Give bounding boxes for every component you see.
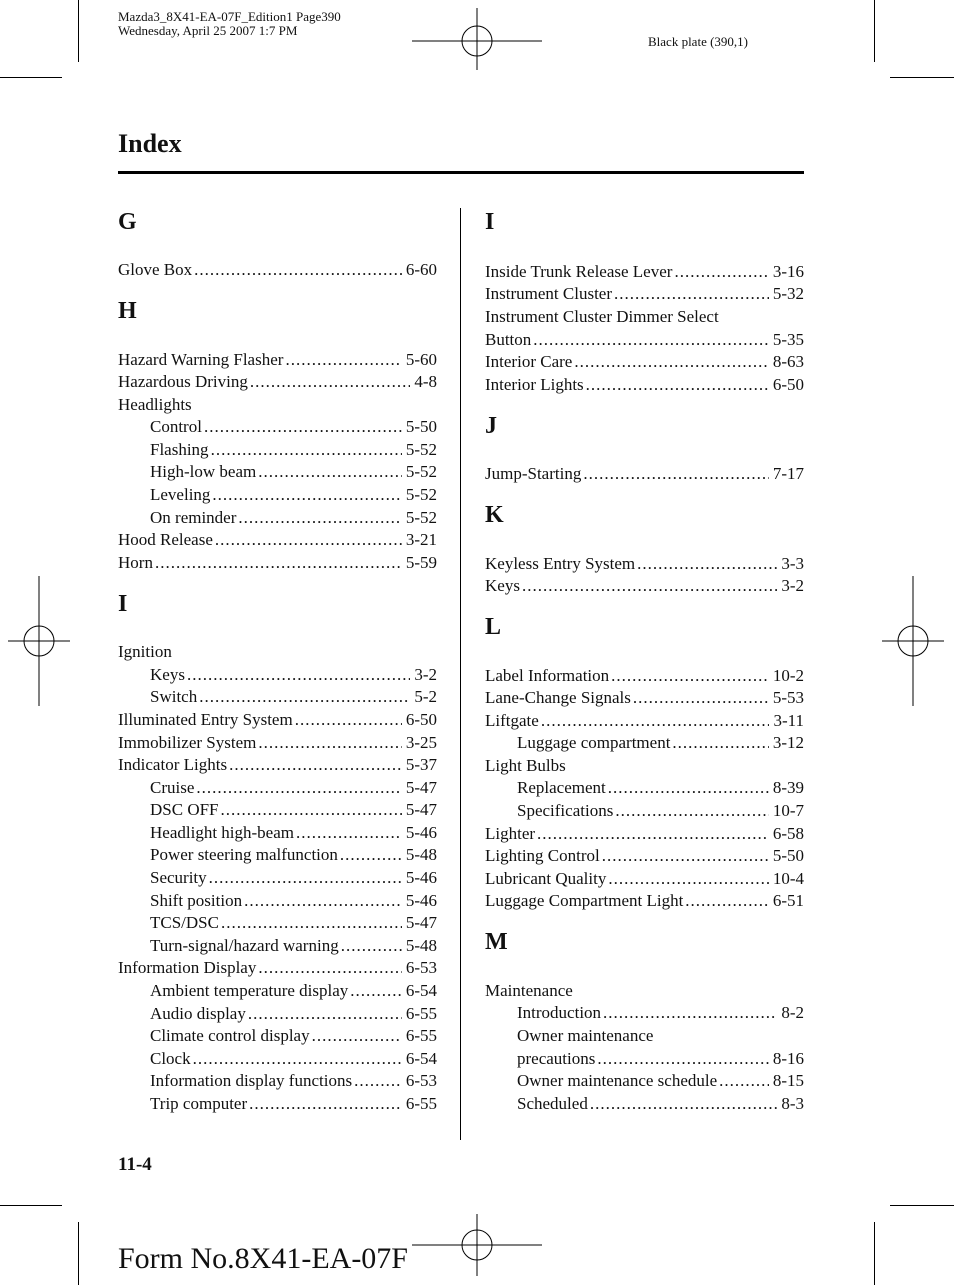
crop-mark xyxy=(874,1222,875,1285)
section-letter: J xyxy=(485,413,497,439)
entry-term: Horn xyxy=(118,553,153,572)
dot-leader xyxy=(249,1093,402,1115)
index-entry xyxy=(150,867,437,889)
index-entry xyxy=(150,507,437,529)
entry-term: Switch xyxy=(150,687,198,706)
dot-leader xyxy=(215,529,402,551)
entry-page-ref: 6-51 xyxy=(772,891,804,910)
dot-leader xyxy=(221,799,402,821)
index-entry xyxy=(517,777,804,799)
dot-leader xyxy=(341,935,402,957)
dot-leader xyxy=(608,868,769,890)
entry-term: Hood Release xyxy=(118,530,213,549)
crop-mark xyxy=(890,1205,954,1206)
entry-page-ref: 5-48 xyxy=(405,936,437,955)
index-entry xyxy=(150,664,437,686)
entry-term: Jump-Starting xyxy=(485,464,582,483)
entry-term: Hazard Warning Flasher xyxy=(118,350,284,369)
entry-page-ref: 8-15 xyxy=(772,1071,804,1090)
entry-term: Lubricant Quality xyxy=(485,869,607,888)
entry-page-ref: 8-63 xyxy=(772,352,804,371)
crop-mark xyxy=(0,77,62,78)
dot-leader xyxy=(196,777,401,799)
crop-mark xyxy=(0,1205,62,1206)
index-entry xyxy=(150,1048,437,1070)
index-entry xyxy=(517,1048,804,1070)
dot-leader xyxy=(637,553,777,575)
entry-term: Introduction xyxy=(517,1003,602,1022)
entry-page-ref: 5-60 xyxy=(405,350,437,369)
entry-page-ref: 8-39 xyxy=(772,778,804,797)
index-entry xyxy=(118,552,437,574)
entry-term: Audio display xyxy=(150,1004,246,1023)
entry-page-ref: 3-2 xyxy=(781,576,804,595)
entry-term: Flashing xyxy=(150,440,209,459)
entry-page-ref: 10-2 xyxy=(772,666,804,685)
date-info-line: Wednesday, April 25 2007 1:7 PM xyxy=(118,23,298,38)
index-entry xyxy=(150,484,437,506)
entry-page-ref: 6-60 xyxy=(405,260,437,279)
dot-leader xyxy=(597,1048,768,1070)
entry-term: Leveling xyxy=(150,485,211,504)
entry-term: Clock xyxy=(150,1049,191,1068)
dot-leader xyxy=(250,371,411,393)
entry-term: Owner maintenance xyxy=(517,1026,654,1045)
entry-page-ref: 5-52 xyxy=(405,508,437,527)
dot-leader xyxy=(193,1048,402,1070)
entry-page-ref: 10-7 xyxy=(772,801,804,820)
entry-page-ref: 6-58 xyxy=(772,824,804,843)
entry-page-ref: 5-47 xyxy=(405,778,437,797)
file-info-line: Mazda3_8X41-EA-07F_Edition1 Page390 xyxy=(118,9,341,24)
dot-leader xyxy=(285,349,401,371)
entry-page-ref: 6-53 xyxy=(405,1071,437,1090)
section-letter: I xyxy=(118,591,128,617)
entry-page-ref: 5-32 xyxy=(772,284,804,303)
index-entry xyxy=(485,845,804,867)
index-heading xyxy=(485,980,804,1002)
dot-leader xyxy=(611,665,769,687)
entry-term: Information display functions xyxy=(150,1071,353,1090)
entry-term: Control xyxy=(150,417,202,436)
dot-leader xyxy=(204,416,402,438)
dot-leader xyxy=(296,822,402,844)
entry-term: Luggage compartment xyxy=(517,733,671,752)
entry-term: Power steering malfunction xyxy=(150,845,338,864)
entry-page-ref: 5-46 xyxy=(405,823,437,842)
dot-leader xyxy=(244,890,402,912)
dot-leader xyxy=(574,351,769,373)
dot-leader xyxy=(608,777,769,799)
page-title: Index xyxy=(118,129,182,158)
entry-page-ref: 5-52 xyxy=(405,462,437,481)
index-entry xyxy=(150,1093,437,1115)
index-entry xyxy=(485,351,804,373)
plate-label: Black plate (390,1) xyxy=(648,34,748,49)
entry-term: Keys xyxy=(485,576,520,595)
index-entry xyxy=(118,529,437,551)
entry-page-ref: 8-2 xyxy=(781,1003,804,1022)
index-entry xyxy=(118,754,437,776)
entry-page-ref: 6-54 xyxy=(405,981,437,1000)
dot-leader xyxy=(212,484,401,506)
entry-page-ref: 6-50 xyxy=(772,375,804,394)
crop-mark xyxy=(78,1222,79,1285)
entry-term: Trip computer xyxy=(150,1094,248,1113)
index-entry xyxy=(485,463,804,485)
index-entry xyxy=(150,799,437,821)
index-entry xyxy=(485,665,804,687)
entry-term: Cruise xyxy=(150,778,195,797)
entry-page-ref: 5-52 xyxy=(405,485,437,504)
dot-leader xyxy=(229,754,402,776)
entry-term: Keys xyxy=(150,665,185,684)
entry-page-ref: 6-54 xyxy=(405,1049,437,1068)
entry-term: Climate control display xyxy=(150,1026,310,1045)
entry-page-ref: 3-11 xyxy=(773,711,804,730)
entry-page-ref: 5-37 xyxy=(405,755,437,774)
entry-page-ref: 4-8 xyxy=(414,372,437,391)
registration-mark-top xyxy=(412,8,542,70)
dot-leader xyxy=(194,259,402,281)
dot-leader xyxy=(590,1093,778,1115)
entry-page-ref: 3-12 xyxy=(772,733,804,752)
dot-leader xyxy=(211,439,402,461)
dot-leader xyxy=(340,844,402,866)
index-heading xyxy=(517,1025,804,1047)
entry-term: Interior Lights xyxy=(485,375,584,394)
dot-leader xyxy=(155,552,402,574)
section-letter: G xyxy=(118,209,137,235)
entry-page-ref: 5-52 xyxy=(405,440,437,459)
entry-term: Security xyxy=(150,868,207,887)
dot-leader xyxy=(633,687,769,709)
index-entry xyxy=(150,1025,437,1047)
entry-term: Interior Care xyxy=(485,352,573,371)
entry-page-ref: 5-2 xyxy=(414,687,437,706)
entry-term: TCS/DSC xyxy=(150,913,219,932)
entry-term: Keyless Entry System xyxy=(485,554,636,573)
index-entry xyxy=(485,687,804,709)
entry-term: Luggage Compartment Light xyxy=(485,891,684,910)
dot-leader xyxy=(541,710,770,732)
dot-leader xyxy=(258,732,401,754)
index-entry xyxy=(150,912,437,934)
entry-term: Glove Box xyxy=(118,260,193,279)
dot-leader xyxy=(672,732,768,754)
entry-page-ref: 3-21 xyxy=(405,530,437,549)
index-entry xyxy=(150,844,437,866)
entry-page-ref: 8-3 xyxy=(781,1094,804,1113)
entry-page-ref: 7-17 xyxy=(772,464,804,483)
dot-leader xyxy=(187,664,410,686)
entry-term: Maintenance xyxy=(485,981,573,1000)
entry-page-ref: 5-46 xyxy=(405,891,437,910)
entry-term: precautions xyxy=(517,1049,596,1068)
index-entry xyxy=(517,1093,804,1115)
index-entry xyxy=(485,374,804,396)
entry-term: Scheduled xyxy=(517,1094,588,1113)
entry-page-ref: 10-4 xyxy=(772,869,804,888)
entry-term: Shift position xyxy=(150,891,243,910)
index-entry xyxy=(517,732,804,754)
registration-mark-right xyxy=(882,576,944,706)
entry-page-ref: 8-16 xyxy=(772,1049,804,1068)
section-letter: M xyxy=(485,929,508,955)
entry-term: DSC OFF xyxy=(150,800,219,819)
index-entry xyxy=(485,553,804,575)
entry-term: Instrument Cluster Dimmer Select xyxy=(485,307,719,326)
dot-leader xyxy=(537,823,769,845)
entry-page-ref: 5-47 xyxy=(405,913,437,932)
index-entry xyxy=(118,709,437,731)
index-entry xyxy=(150,416,437,438)
dot-leader xyxy=(258,461,402,483)
dot-leader xyxy=(586,374,769,396)
entry-term: Button xyxy=(485,330,532,349)
entry-term: Owner maintenance schedule xyxy=(517,1071,718,1090)
dot-leader xyxy=(238,507,401,529)
registration-mark-bottom xyxy=(412,1214,542,1276)
dot-leader xyxy=(674,261,768,283)
index-entry xyxy=(150,439,437,461)
index-entry xyxy=(150,935,437,957)
index-entry xyxy=(485,329,804,351)
dot-leader xyxy=(719,1070,769,1092)
index-entry xyxy=(150,980,437,1002)
entry-page-ref: 3-16 xyxy=(772,262,804,281)
entry-term: Immobilizer System xyxy=(118,733,257,752)
entry-page-ref: 5-53 xyxy=(772,688,804,707)
entry-term: Replacement xyxy=(517,778,606,797)
dot-leader xyxy=(522,575,777,597)
index-entry xyxy=(485,283,804,305)
entry-term: Ignition xyxy=(118,642,172,661)
dot-leader xyxy=(248,1003,402,1025)
index-entry xyxy=(485,823,804,845)
entry-term: Headlights xyxy=(118,395,192,414)
section-letter: K xyxy=(485,502,504,528)
entry-page-ref: 5-46 xyxy=(405,868,437,887)
index-entry xyxy=(485,710,804,732)
entry-term: Liftgate xyxy=(485,711,539,730)
index-heading xyxy=(485,306,804,328)
dot-leader xyxy=(615,800,769,822)
dot-leader xyxy=(603,1002,777,1024)
crop-mark xyxy=(78,0,79,62)
title-rule xyxy=(118,171,804,174)
dot-leader xyxy=(312,1025,402,1047)
entry-term: Inside Trunk Release Lever xyxy=(485,262,673,281)
index-heading xyxy=(118,394,437,416)
form-number: Form No.8X41-EA-07F xyxy=(118,1242,408,1275)
index-entry xyxy=(118,371,437,393)
entry-page-ref: 6-55 xyxy=(405,1026,437,1045)
section-letter: H xyxy=(118,298,137,324)
entry-term: Label Information xyxy=(485,666,610,685)
index-entry xyxy=(150,890,437,912)
index-entry xyxy=(118,732,437,754)
index-entry xyxy=(517,1070,804,1092)
column-divider xyxy=(460,208,461,1140)
entry-page-ref: 3-3 xyxy=(781,554,804,573)
entry-term: On reminder xyxy=(150,508,237,527)
entry-term: Indicator Lights xyxy=(118,755,228,774)
entry-page-ref: 6-53 xyxy=(405,958,437,977)
index-entry xyxy=(118,259,437,281)
entry-term: Headlight high-beam xyxy=(150,823,294,842)
entry-term: Illuminated Entry System xyxy=(118,710,293,729)
entry-term: Lane-Change Signals xyxy=(485,688,631,707)
dot-leader xyxy=(533,329,769,351)
entry-term: Turn-signal/hazard warning xyxy=(150,936,339,955)
index-entry xyxy=(150,1070,437,1092)
entry-term: Hazardous Driving xyxy=(118,372,248,391)
dot-leader xyxy=(199,686,410,708)
entry-page-ref: 6-50 xyxy=(405,710,437,729)
entry-term: Lighting Control xyxy=(485,846,600,865)
entry-page-ref: 5-35 xyxy=(772,330,804,349)
entry-term: Lighter xyxy=(485,824,536,843)
dot-leader xyxy=(295,709,402,731)
index-entry xyxy=(118,349,437,371)
registration-mark-left xyxy=(8,576,70,706)
index-entry xyxy=(150,822,437,844)
index-entry xyxy=(150,461,437,483)
entry-page-ref: 5-50 xyxy=(405,417,437,436)
crop-mark xyxy=(890,77,954,78)
dot-leader xyxy=(258,957,401,979)
index-entry xyxy=(485,575,804,597)
entry-page-ref: 5-59 xyxy=(405,553,437,572)
dot-leader xyxy=(354,1070,402,1092)
entry-page-ref: 6-55 xyxy=(405,1094,437,1113)
entry-page-ref: 5-47 xyxy=(405,800,437,819)
page-number: 11-4 xyxy=(118,1154,152,1175)
entry-term: Specifications xyxy=(517,801,614,820)
entry-term: Instrument Cluster xyxy=(485,284,613,303)
index-entry xyxy=(118,957,437,979)
dot-leader xyxy=(685,890,769,912)
index-heading xyxy=(118,641,437,663)
index-entry xyxy=(485,261,804,283)
entry-page-ref: 3-25 xyxy=(405,733,437,752)
index-entry xyxy=(150,1003,437,1025)
index-entry xyxy=(150,777,437,799)
index-entry xyxy=(517,800,804,822)
dot-leader xyxy=(350,980,402,1002)
crop-mark xyxy=(874,0,875,62)
index-heading xyxy=(485,755,804,777)
entry-page-ref: 3-2 xyxy=(414,665,437,684)
index-entry xyxy=(485,890,804,912)
entry-term: Light Bulbs xyxy=(485,756,566,775)
entry-page-ref: 5-50 xyxy=(772,846,804,865)
index-entry xyxy=(485,868,804,890)
section-letter: L xyxy=(485,614,502,640)
entry-term: High-low beam xyxy=(150,462,257,481)
section-letter: I xyxy=(485,209,495,235)
entry-page-ref: 5-48 xyxy=(405,845,437,864)
entry-term: Ambient temperature display xyxy=(150,981,349,1000)
dot-leader xyxy=(602,845,769,867)
dot-leader xyxy=(583,463,768,485)
index-entry xyxy=(517,1002,804,1024)
entry-page-ref: 6-55 xyxy=(405,1004,437,1023)
dot-leader xyxy=(614,283,769,305)
dot-leader xyxy=(209,867,402,889)
entry-term: Information Display xyxy=(118,958,257,977)
dot-leader xyxy=(221,912,402,934)
index-entry xyxy=(150,686,437,708)
